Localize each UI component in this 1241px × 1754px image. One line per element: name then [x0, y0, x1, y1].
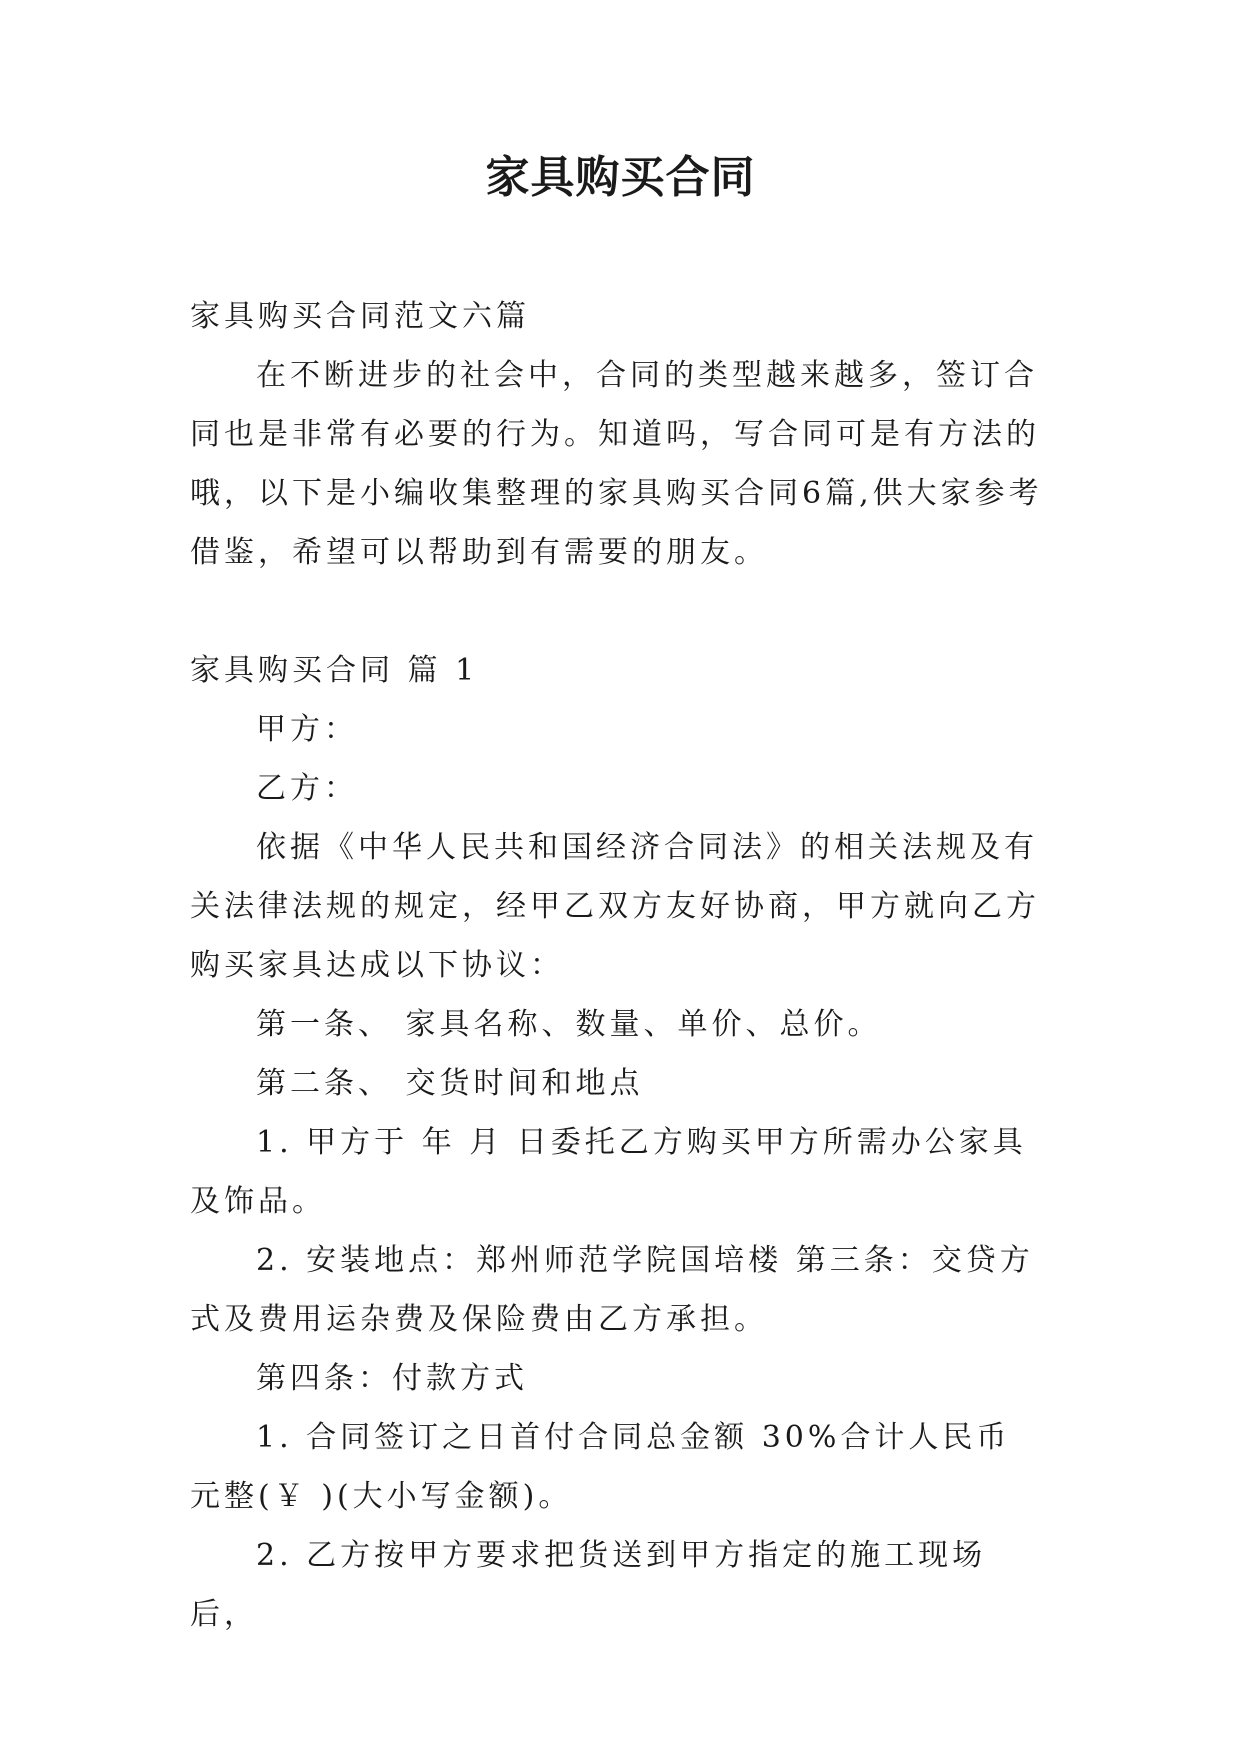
- document-title: 家具购买合同: [485, 152, 756, 203]
- article-2: 第二条、 交货时间和地点: [256, 1066, 644, 1101]
- document-body: [190, 287, 1050, 1644]
- article-1: 第一条、 家具名称、数量、单价、总价。: [256, 1007, 882, 1042]
- article-4: 第四条：付款方式: [256, 1361, 528, 1396]
- article-4-item-2: 2. 乙方按甲方要求把货送到甲方指定的施工现场后，: [190, 1538, 987, 1632]
- contract-basis-paragraph: 依据《中华人民共和国经济合同法》的相关法规及有关法律法规的规定，经甲乙双方友好协商，甲方就向乙方购买家具达成以下协议：: [190, 830, 1040, 983]
- article-4-item-1: 1. 合同签订之日首付合同总金额 30%合计人民币 元整(￥ )(大小写金额)。: [190, 1420, 1011, 1514]
- intro-paragraph: 在不断进步的社会中，合同的类型越来越多，签订合同也是非常有必要的行为。知道吗，写合同可是有方法的哦，以下是小编收集整理的家具购买合同6篇,供大家参考借鉴，希望可以帮助到有需要的朋友。: [190, 358, 1043, 570]
- article-2-item-1: 1. 甲方于 年 月 日委托乙方购买甲方所需办公家具及饰品。: [190, 1125, 1027, 1219]
- party-b-line: 乙方：: [256, 771, 358, 806]
- article-2-item-2: 2. 安装地点：郑州师范学院国培楼 第三条：交贷方式及费用运杂费及保险费由乙方承担。: [190, 1243, 1034, 1337]
- section-heading: 家具购买合同 篇 1: [190, 653, 479, 688]
- party-a-line: 甲方：: [256, 712, 358, 747]
- document-subtitle: 家具购买合同范文六篇: [190, 299, 530, 334]
